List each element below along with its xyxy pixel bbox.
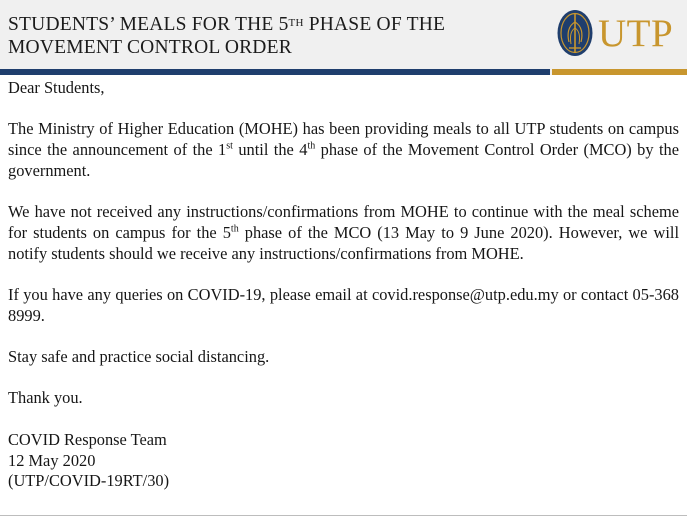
title-line2: MOVEMENT CONTROL ORDER [8,37,292,58]
signature-team: COVID Response Team [8,429,167,449]
title-line1-post: PHASE OF THE [303,14,446,35]
thank-you: Thank you. [8,388,83,408]
header-rule-gold [552,69,687,75]
page-title [8,13,528,59]
bottom-divider [0,515,687,516]
notice-body [8,78,679,492]
paragraph-no-instructions: We have not received any instructions/confirmations from MOHE to continue with the meal scheme for students on campus for the 5th phase of the MCO (13 May to 9 June 2020). However, we will notify students should we receive any instructions/confirmations from MOHE. [8,202,680,263]
salutation: Dear Students, [8,78,105,97]
logo-text: UTP [598,12,674,55]
utp-emblem-icon [556,8,596,58]
utp-logo [556,8,684,60]
paragraph-contact: If you have any queries on COVID-19, please email at covid.response@utp.edu.my or contact 05-368 8999. [8,284,679,325]
title-line1-pre: STUDENTS’ MEALS FOR THE 5 [8,14,289,35]
paragraph-meals-provided: The Ministry of Higher Education (MOHE) has been providing meals to all UTP students on campus since the announcement of the 1st until the 4th phase of the Movement Control Order (MCO) by the government. [8,119,679,180]
header [0,0,687,75]
title-superscript: TH [288,17,304,29]
paragraph-stay-safe: Stay safe and practice social distancing. [8,347,270,367]
header-rule-navy [0,69,550,75]
signature-date: 12 May 2020 [8,450,96,470]
reference-number: (UTP/COVID-19RT/30) [8,471,170,491]
